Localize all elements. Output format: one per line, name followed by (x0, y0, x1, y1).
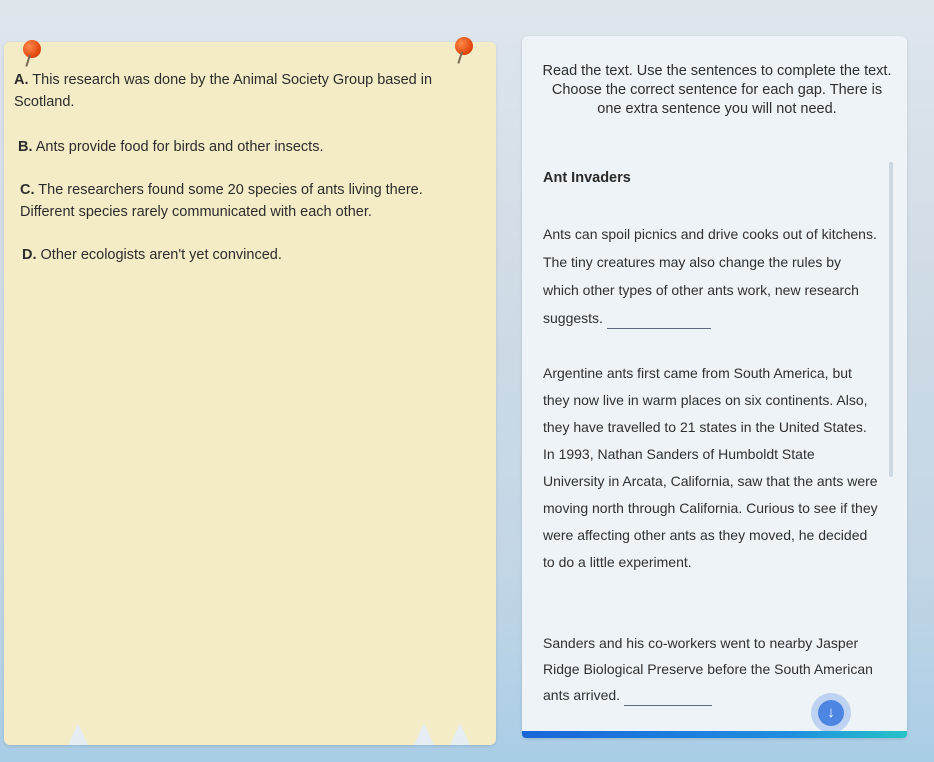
option-b[interactable] (18, 136, 473, 158)
note-notch-1 (68, 723, 88, 745)
note-notch-3 (450, 723, 470, 745)
scroll-down-icon[interactable]: ↓ (818, 700, 844, 726)
options-note (4, 42, 496, 745)
answer-gap-2[interactable] (624, 705, 712, 706)
option-d[interactable] (22, 244, 467, 266)
option-letter: A. (14, 72, 29, 88)
option-letter: C. (20, 182, 35, 198)
option-letter: B. (18, 139, 33, 155)
paragraph-1 (543, 220, 879, 332)
note-notch-2 (414, 723, 434, 745)
option-text: The researchers found some 20 species of ants living there. Different species rarely communicated with each other. (20, 182, 423, 220)
option-a[interactable] (14, 69, 469, 113)
option-c[interactable] (20, 179, 465, 223)
answer-gap-1[interactable] (607, 328, 711, 329)
paragraph-text: Ants can spoil picnics and drive cooks out of kitchens. The tiny creatures may also change the rules by which other types of other ants work, new research suggests. (543, 226, 877, 326)
paragraph-text: Sanders and his co-workers went to nearby Jasper Ridge Biological Preserve before the South American ants arrived. (543, 635, 873, 703)
pushpin-right-icon (455, 37, 477, 67)
paragraph-3 (543, 630, 879, 708)
scrollbar[interactable] (889, 162, 893, 477)
progress-bar (522, 731, 907, 738)
option-letter: D. (22, 247, 37, 263)
option-text: This research was done by the Animal Society Group based in Scotland. (14, 72, 433, 110)
option-text: Other ecologists aren't yet convinced. (40, 247, 282, 263)
story-title: Ant Invaders (543, 170, 631, 186)
paragraph-2: Argentine ants first came from South America, but they now live in warm places on six continents. Also, they have travelled to 21 states in the United States. In 1993, Nathan Sanders of Humboldt State University in Arcata, California, saw that the ants were moving north through California. Curious to see if they were affecting other ants as they moved, he decided to do a little experiment. (543, 365, 878, 570)
option-text: Ants provide food for birds and other insects. (35, 139, 324, 155)
instructions-text: Read the text. Use the sentences to complete the text. Choose the correct sentence for each gap. There is one extra sentence you will not need. (542, 63, 892, 117)
pushpin-left-icon (23, 40, 45, 70)
reading-panel (522, 36, 907, 738)
